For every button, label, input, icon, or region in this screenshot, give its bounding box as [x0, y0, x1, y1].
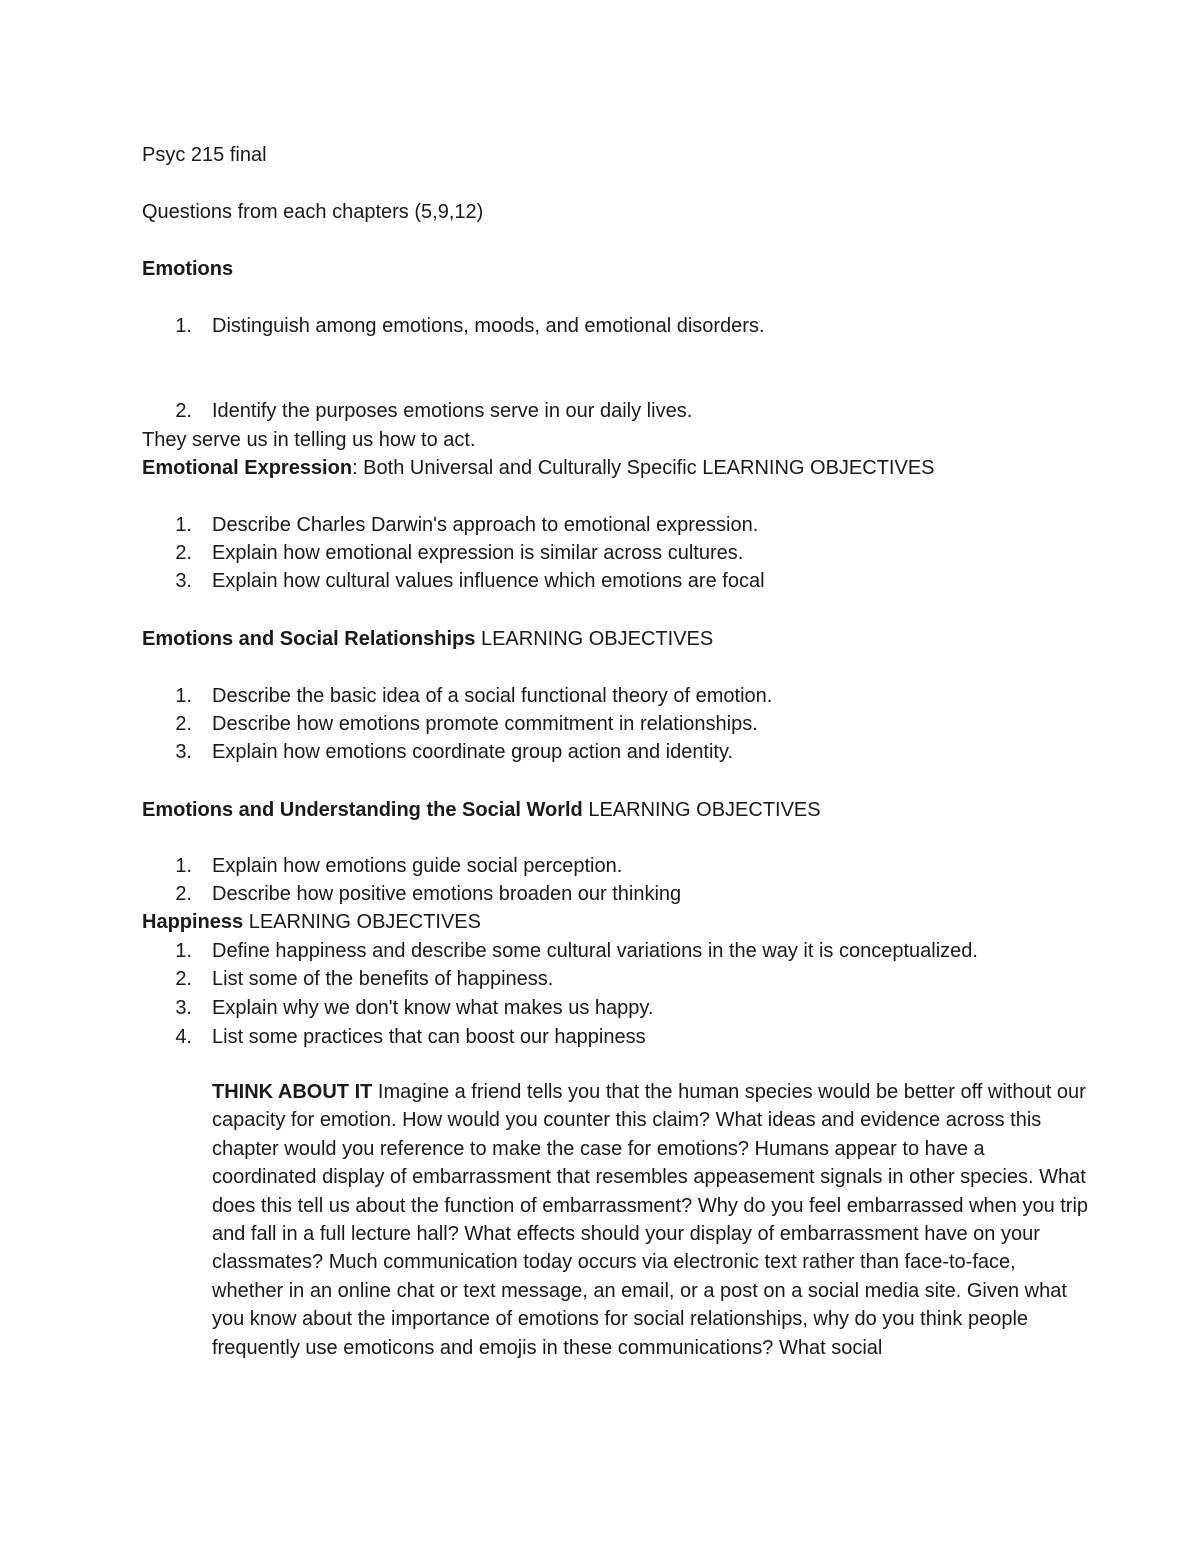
list-item-text: List some practices that can boost our happiness: [212, 1026, 646, 1048]
document-subtitle: Questions from each chapters (5,9,12): [142, 201, 484, 223]
list-item-text: Describe Charles Darwin's approach to emotional expression.: [212, 514, 759, 536]
document-title: Psyc 215 final: [142, 144, 267, 166]
section-heading-emotions: Emotions: [142, 258, 234, 280]
answer-text: They serve us in telling us how to act.: [142, 429, 476, 451]
think-about-it-paragraph: [212, 1078, 1092, 1362]
list-item-text: List some of the benefits of happiness.: [212, 968, 554, 990]
section-heading-happiness: Happiness LEARNING OBJECTIVES: [142, 911, 481, 933]
list-item-text: Define happiness and describe some cultural variations in the way it is conceptualized.: [212, 940, 978, 962]
list-number: 1.: [175, 315, 192, 337]
list-number: 2.: [175, 400, 192, 422]
section-heading-relationships: Emotions and Social Relationships LEARNING OBJECTIVES: [142, 628, 714, 650]
section-heading-social-world: Emotions and Understanding the Social World LEARNING OBJECTIVES: [142, 799, 821, 821]
list-item-text: Identify the purposes emotions serve in our daily lives.: [212, 400, 693, 422]
section-heading-expression: Emotional Expression: Both Universal and Culturally Specific LEARNING OBJECTIVES: [142, 457, 935, 479]
think-about-it-heading: THINK ABOUT IT: [212, 1081, 373, 1103]
list-item-text: Distinguish among emotions, moods, and emotional disorders.: [212, 315, 765, 337]
list-item-text: Describe how emotions promote commitment in relationships.: [212, 713, 758, 735]
list-item-text: Explain how cultural values influence which emotions are focal: [212, 570, 765, 592]
think-about-it-body: Imagine a friend tells you that the human species would be better off without our capacity for emotion. How would you counter this claim? What ideas and evidence across this chapter would you reference to make the case for emotions? Humans appear to have a coordinated display of embarrassment that resembles appeasement signals in other species. What does this tell us about the function of embarrassment? Why do you feel embarrassed when you trip and fall in a full lecture hall? What effects should your display of embarrassment have on your classmates? Much communication today occurs via electronic text rather than face-to-face, whether in an online chat or text message, an email, or a post on a social media site. Given what you know about the importance of emotions for social relationships, why do you think people frequently use emoticons and emojis in these communications? What social: [212, 1081, 1089, 1359]
list-item-text: Explain how emotions guide social perception.: [212, 855, 623, 877]
list-item-text: Describe how positive emotions broaden our thinking: [212, 883, 682, 905]
list-item-text: Describe the basic idea of a social functional theory of emotion.: [212, 685, 773, 707]
list-item-text: Explain how emotions coordinate group action and identity.: [212, 741, 734, 763]
list-item-text: Explain why we don't know what makes us happy.: [212, 997, 654, 1019]
list-item-text: Explain how emotional expression is similar across cultures.: [212, 542, 744, 564]
